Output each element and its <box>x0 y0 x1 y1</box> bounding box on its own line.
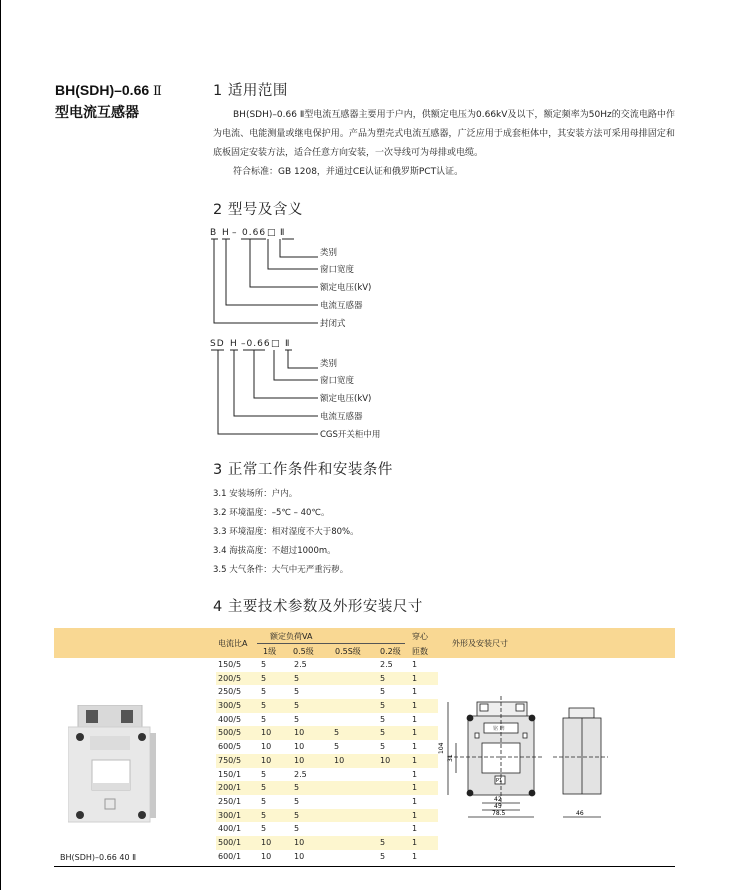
product-title <box>55 80 162 122</box>
table-body <box>216 658 438 863</box>
code-class: Ⅱ <box>285 339 291 349</box>
table-cell: 5 <box>261 687 267 697</box>
table-row <box>216 850 438 864</box>
table-cell: 1 <box>412 687 418 697</box>
table-cell: 300/1 <box>218 810 242 820</box>
dim-78-5: 78.5 <box>492 810 506 817</box>
label-ct: 电流互感器 <box>320 301 363 311</box>
product-photo-caption: BH(SDH)–0.66 40 Ⅱ <box>60 853 137 862</box>
table-cell: 250/5 <box>218 687 242 697</box>
section3-heading: 3 正常工作条件和安装条件 <box>213 462 393 478</box>
table-cell: 1 <box>412 824 418 834</box>
table-cell: 250/1 <box>218 796 242 806</box>
code-h: H <box>230 339 238 349</box>
section2-heading: 2 型号及含义 <box>213 202 303 218</box>
condition-item: 3.3 环境湿度：相对湿度不大于80%。 <box>213 527 359 537</box>
code-h: H <box>222 228 230 238</box>
product-title-roman: Ⅱ <box>153 84 162 99</box>
table-cell: 150/5 <box>218 660 242 669</box>
table-cell: 10 <box>380 755 391 765</box>
product-photo <box>68 705 178 825</box>
table-cell: 1 <box>412 837 418 847</box>
table-cell: 300/5 <box>218 701 242 711</box>
table-cell: 5 <box>294 687 300 697</box>
table-cell: 10 <box>261 851 272 861</box>
table-cell: 600/1 <box>218 851 242 861</box>
section1-heading: 1 适用范围 <box>213 83 288 99</box>
table-cell: 2.5 <box>380 660 393 669</box>
table-row <box>216 740 438 754</box>
model-diagram-bh <box>210 228 450 338</box>
table-cell: 5 <box>294 810 300 820</box>
label-voltage: 额定电压(kV) <box>320 283 372 293</box>
label-class: 类别 <box>320 359 338 369</box>
table-cell: 5 <box>294 673 300 683</box>
table-cell: 500/1 <box>218 837 242 847</box>
table-cell: 10 <box>261 755 272 765</box>
table-cell: 5 <box>294 714 300 724</box>
table-cell: 5 <box>380 837 386 847</box>
table-cell: 5 <box>261 714 267 724</box>
dim-45: 45 <box>494 803 502 810</box>
table-cell: 500/5 <box>218 728 242 738</box>
table-cell: 2.5 <box>294 660 307 669</box>
product-title-model: BH(SDH)–0.66 <box>55 82 150 98</box>
table-cell: 5 <box>380 728 386 738</box>
table-cell: 5 <box>294 783 300 793</box>
dim-window-height: 31 <box>447 754 454 762</box>
code-sd: SD <box>210 339 225 349</box>
table-bottom-rule <box>54 866 675 867</box>
header-class-05s: 0.5S级 <box>335 647 361 656</box>
header-rated-load: 额定负荷VA <box>270 632 313 641</box>
table-cell: 5 <box>334 742 340 752</box>
code-voltage: –0.66 <box>241 339 271 349</box>
label-enclosed: 封闭式 <box>320 319 346 329</box>
table-row <box>216 685 438 699</box>
table-cell: 10 <box>294 755 305 765</box>
label-cgs: CGS开关柜中用 <box>320 430 381 440</box>
table-cell: 5 <box>380 742 386 752</box>
label-window: 窗口宽度 <box>320 376 355 386</box>
table-cell: 1 <box>412 810 418 820</box>
table-cell: 5 <box>380 687 386 697</box>
header-class-05: 0.5级 <box>293 647 314 656</box>
condition-item: 3.5 大气条件：大气中无严重污秽。 <box>213 565 349 575</box>
table-cell: 200/1 <box>218 783 242 793</box>
table-cell: 5 <box>261 824 267 834</box>
table-cell: 10 <box>294 742 305 752</box>
condition-item: 3.2 环境温度：–5℃ – 40℃。 <box>213 508 330 518</box>
table-cell: 5 <box>380 851 386 861</box>
table-cell: 1 <box>412 769 418 779</box>
section1-body <box>213 106 675 182</box>
section1-para1: BH(SDH)–0.66 Ⅱ型电流互感器主要用于户内，供额定电压为0.66kV及以下，额定频率为50Hz的交流电路中作为电流、电能测量或继电保护用。产品为塑壳式电流互感器，广泛应用于成套柜体中，其安装方法可采用母排固定和底板固定安装方法，适合任意方向安装，一次导线可为母排或电缆。 <box>213 110 675 158</box>
table-row <box>216 658 438 672</box>
table-cell: 5 <box>261 673 267 683</box>
table-cell: 1 <box>412 851 418 861</box>
nameplate-label: 铭 牌 <box>493 726 505 732</box>
product-title-type: 型电流互感器 <box>55 104 139 120</box>
table-row <box>216 754 438 768</box>
code-dash: – <box>232 228 238 238</box>
table-header <box>54 628 675 658</box>
table-row <box>216 699 438 713</box>
table-cell: 5 <box>334 728 340 738</box>
section1-para2: 符合标准：GB 1208，并通过CE认证和俄罗斯PCT认证。 <box>233 167 464 177</box>
page-edge-rule <box>0 0 1 890</box>
table-cell: 400/5 <box>218 714 242 724</box>
table-cell: 10 <box>261 728 272 738</box>
code-b: B <box>210 228 218 238</box>
header-class-1: 1级 <box>263 647 277 656</box>
table-cell: 5 <box>261 660 267 669</box>
table-cell: 1 <box>412 742 418 752</box>
table-row <box>216 809 438 823</box>
header-turns-2: 匝数 <box>412 647 428 656</box>
section4-heading: 4 主要技术参数及外形安装尺寸 <box>213 599 423 615</box>
code-voltage: 0.66 <box>242 228 267 238</box>
dim-42: 42 <box>494 796 502 803</box>
terminal-mark: P1 <box>496 778 503 784</box>
model-diagram-sdh <box>210 339 450 449</box>
label-window: 窗口宽度 <box>320 265 355 275</box>
table-cell: 5 <box>294 824 300 834</box>
table-cell: 10 <box>261 837 272 847</box>
table-row <box>216 822 438 836</box>
label-class: 类别 <box>320 248 338 258</box>
table-cell: 5 <box>380 714 386 724</box>
code-window: □ <box>267 228 277 238</box>
table-cell: 5 <box>380 701 386 711</box>
dimension-drawing <box>438 696 653 826</box>
table-row <box>216 781 438 795</box>
table-cell: 5 <box>261 769 267 779</box>
table-cell: 1 <box>412 673 418 683</box>
dim-height: 104 <box>438 742 445 754</box>
table-cell: 10 <box>294 837 305 847</box>
label-voltage: 额定电压(kV) <box>320 394 372 404</box>
table-cell: 1 <box>412 660 418 669</box>
table-cell: 10 <box>334 755 345 765</box>
table-cell: 5 <box>261 810 267 820</box>
conditions-list <box>213 485 359 580</box>
side-view <box>553 708 608 817</box>
table-cell: 400/1 <box>218 824 242 834</box>
table-cell: 600/5 <box>218 742 242 752</box>
header-group-rule <box>257 643 405 644</box>
table-row <box>216 836 438 850</box>
table-cell: 150/1 <box>218 769 242 779</box>
table-cell: 1 <box>412 728 418 738</box>
table-row <box>216 672 438 686</box>
table-cell: 1 <box>412 755 418 765</box>
table-row <box>216 795 438 809</box>
table-cell: 10 <box>294 728 305 738</box>
table-row <box>216 726 438 740</box>
header-ratio: 电流比A <box>218 639 248 648</box>
header-class-02: 0.2级 <box>380 647 401 656</box>
header-dimensions: 外形及安装尺寸 <box>452 639 508 648</box>
table-cell: 5 <box>261 783 267 793</box>
code-class: Ⅱ <box>280 228 286 238</box>
table-cell: 2.5 <box>294 769 307 779</box>
condition-item: 3.1 安装场所：户内。 <box>213 489 298 499</box>
table-cell: 1 <box>412 714 418 724</box>
dim-depth: 46 <box>576 810 584 817</box>
code-window: □ <box>271 339 281 349</box>
table-cell: 1 <box>412 701 418 711</box>
header-turns-1: 穿心 <box>412 632 428 641</box>
table-cell: 10 <box>261 742 272 752</box>
table-row <box>216 768 438 782</box>
table-cell: 10 <box>294 851 305 861</box>
table-cell: 5 <box>380 673 386 683</box>
table-cell: 5 <box>261 701 267 711</box>
condition-item: 3.4 海拔高度：不超过1000m。 <box>213 546 336 556</box>
table-row <box>216 713 438 727</box>
table-cell: 750/5 <box>218 755 242 765</box>
table-cell: 5 <box>261 796 267 806</box>
label-ct: 电流互感器 <box>320 412 363 422</box>
table-cell: 5 <box>294 796 300 806</box>
table-cell: 5 <box>294 701 300 711</box>
table-cell: 200/5 <box>218 673 242 683</box>
table-cell: 1 <box>412 783 418 793</box>
table-cell: 1 <box>412 796 418 806</box>
